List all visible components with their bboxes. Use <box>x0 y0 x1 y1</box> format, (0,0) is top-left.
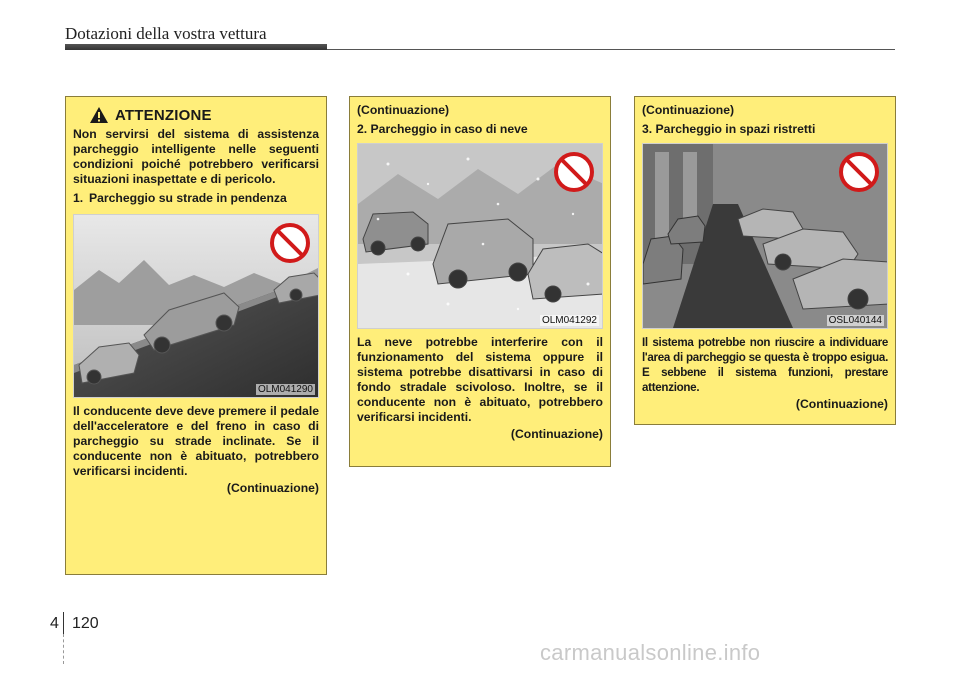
illustration-slope-parking <box>73 214 319 398</box>
list-item-2: 2. Parcheggio in caso di neve <box>357 122 528 136</box>
warning-triangle-icon <box>89 106 109 124</box>
illustration-snow-parking <box>357 143 603 329</box>
continuation-top-label: (Continuazione) <box>357 103 450 117</box>
page-number: 120 <box>72 615 99 632</box>
header-rule <box>327 49 895 50</box>
image-code: OSL040144 <box>828 315 882 326</box>
continuation-label: (Continuazione) <box>226 481 319 495</box>
warning-header <box>89 106 319 124</box>
panel-body-text: La neve potrebbe interferire con il funzionamento del sistema oppure il sistema potrebbe disattivarsi in caso di fondo stradale scivoloso. Inoltre, se il conducente non è abituato, potrebbero verificarsi incidenti. <box>357 335 603 424</box>
list-item-text: Parcheggio su strade in pendenza <box>89 191 287 205</box>
page-divider <box>63 612 64 634</box>
list-item-3: 3. Parcheggio in spazi ristretti <box>642 122 816 136</box>
panel-body-text: Il conducente deve deve premere il pedale dell'acceleratore e del freno in caso di parcheggio su strade inclinate. Se il conducente non è abituato, potrebbero verificarsi incidenti. <box>73 404 319 478</box>
illustration-narrow-parking <box>642 143 888 329</box>
prohibited-icon <box>839 152 879 192</box>
continuation-label: (Continuazione) <box>795 397 888 411</box>
warning-title: ATTENZIONE <box>115 106 212 124</box>
list-item-1 <box>73 191 319 206</box>
prohibited-icon <box>270 223 310 263</box>
image-code: OLM041292 <box>541 315 597 326</box>
page-divider-dashed <box>63 634 65 664</box>
page-header-title: Dotazioni della vostra vettura <box>65 24 267 43</box>
warning-panel-3 <box>634 96 896 425</box>
image-code: OLM041290 <box>257 384 313 395</box>
warning-panel-1 <box>65 96 327 575</box>
panel-body-text: Il sistema potrebbe non riuscire a individuare l'area di parcheggio se questa è troppo esigua. E sebbene il sistema funzioni, prestare attenzione. <box>642 336 888 394</box>
warning-panel-2 <box>349 96 611 467</box>
prohibited-icon <box>554 152 594 192</box>
header-bar <box>65 44 327 50</box>
warning-intro: Non servirsi del sistema di assistenza parcheggio intelligente nelle seguenti condizioni poiché potrebbero verificarsi situazioni inaspettate e di pericolo. <box>73 127 319 186</box>
footer-watermark: carmanualsonline.info <box>540 640 761 665</box>
continuation-top-label: (Continuazione) <box>642 103 735 117</box>
list-item-number: 1. <box>73 191 84 205</box>
section-number: 4 <box>50 615 59 632</box>
continuation-label: (Continuazione) <box>510 427 603 441</box>
